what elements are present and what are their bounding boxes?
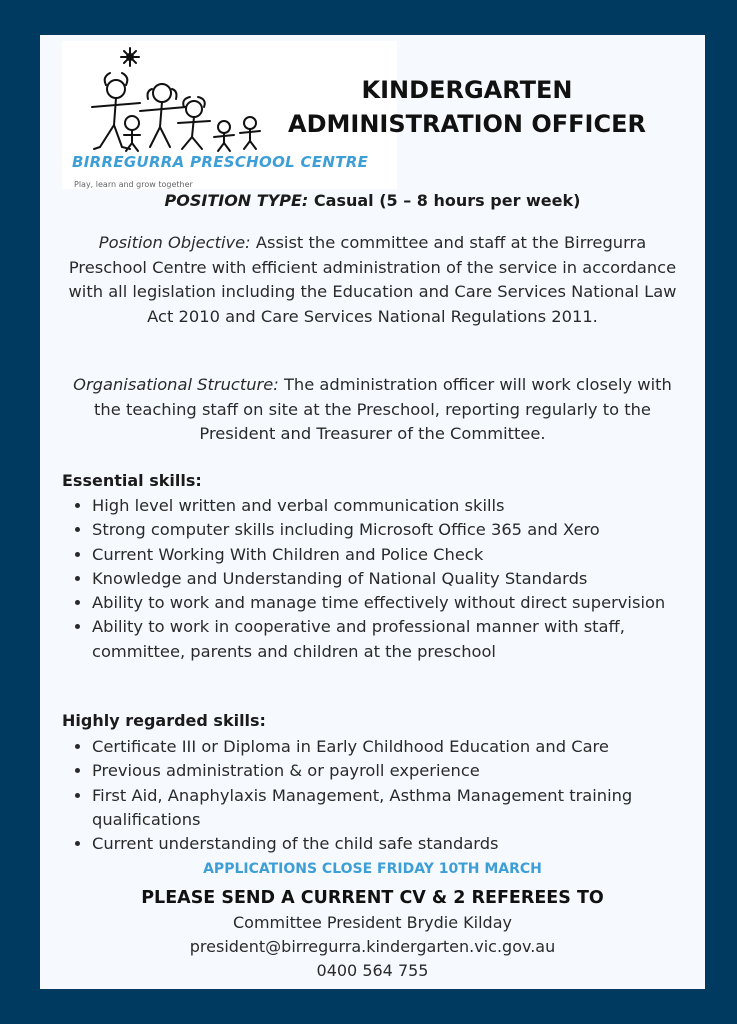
structure-text: The administration officer will work closely with the teaching staff on site at the Preschool, reporting regularly to the President and Treasurer of the Committee.: [94, 375, 672, 443]
list-item: • Current understanding of the child safe standards: [92, 832, 692, 856]
applications-close: APPLICATIONS CLOSE FRIDAY 10TH MARCH: [203, 861, 542, 877]
list-item: • Knowledge and Understanding of National Quality Standards: [92, 567, 692, 591]
organisational-structure: [64, 373, 681, 447]
objective-lead: Position Objective:: [98, 233, 251, 252]
structure-lead: Organisational Structure:: [73, 375, 279, 394]
list-item: • Current Working With Children and Police Check: [92, 543, 692, 567]
position-objective: [64, 231, 681, 329]
list-item: • High level written and verbal communication skills: [92, 494, 692, 518]
stick-figures-drawing: [74, 45, 274, 153]
objective-text: Assist the committee and staff at the Birregurra Preschool Centre with efficient administration of the service in accordance with all legislation including the Education and Care Services National Law Act 2010 and Care Services National Regulations 2011.: [68, 233, 677, 326]
send-cv-heading: PLEASE SEND A CURRENT CV & 2 REFEREES TO: [141, 888, 604, 908]
logo-tagline: Play, learn and grow together: [74, 180, 193, 189]
position-type-label: POSITION TYPE:: [164, 191, 309, 210]
list-item: • Certificate III or Diploma in Early Childhood Education and Care: [92, 735, 692, 759]
list-item: • Ability to work in cooperative and professional manner with staff, committee, parents and children at the preschool: [92, 615, 692, 664]
sun-icon: [121, 48, 139, 66]
title-line-2: ADMINISTRATION OFFICER: [288, 110, 646, 138]
contact-name: Committee President Brydie Kilday: [233, 913, 512, 932]
position-type: [40, 191, 705, 210]
logo-school-name: BIRREGURRA PRESCHOOL CENTRE: [72, 153, 369, 171]
contact-block: [40, 911, 705, 983]
essential-skills-heading: Essential skills:: [62, 471, 202, 490]
contact-phone[interactable]: 0400 564 755: [316, 961, 429, 980]
position-type-value: Casual (5 – 8 hours per week): [313, 191, 581, 210]
flyer-card: [40, 35, 705, 989]
list-item: • Ability to work and manage time effectively without direct supervision: [92, 591, 692, 615]
highly-regarded-skills-heading: Highly regarded skills:: [62, 711, 266, 730]
list-item: • Strong computer skills including Microsoft Office 365 and Xero: [92, 518, 692, 542]
title-line-1: KINDERGARTEN: [361, 76, 573, 104]
highly-regarded-skills-list: [70, 735, 692, 856]
essential-skills-list: [70, 494, 692, 664]
list-item: • Previous administration & or payroll experience: [92, 759, 692, 783]
contact-email[interactable]: president@birregurra.kindergarten.vic.gov.au: [189, 937, 556, 956]
list-item: • First Aid, Anaphylaxis Management, Asthma Management training qualifications: [92, 784, 692, 833]
page-title: [276, 73, 658, 141]
